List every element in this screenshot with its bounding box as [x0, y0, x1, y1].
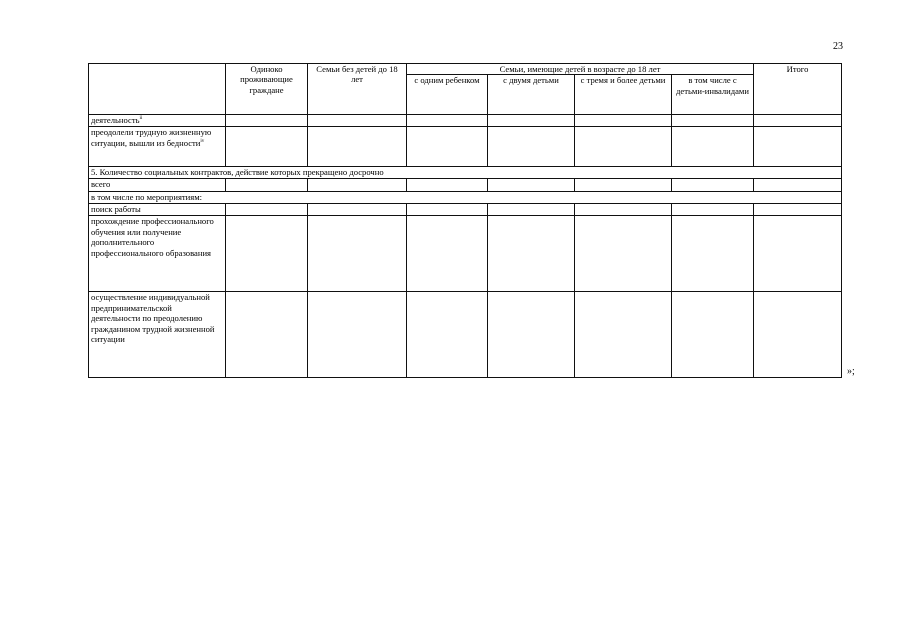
- data-cell: [226, 216, 308, 292]
- data-cell: [672, 204, 754, 216]
- data-cell: [754, 179, 842, 192]
- data-cell: [575, 204, 672, 216]
- data-cell: [407, 127, 488, 167]
- header-single-citizens: Одиноко проживающие граждане: [226, 64, 308, 115]
- data-cell: [407, 216, 488, 292]
- section-row: [89, 167, 842, 179]
- data-cell: [575, 127, 672, 167]
- data-cell: [754, 127, 842, 167]
- data-cell: [308, 127, 407, 167]
- data-cell: [488, 179, 575, 192]
- data-cell: [308, 292, 407, 378]
- header-one-child: с одним ребенком: [407, 75, 488, 115]
- table-row: [89, 292, 842, 378]
- data-cell: [488, 127, 575, 167]
- data-cell: [754, 115, 842, 127]
- data-cell: [672, 216, 754, 292]
- subheading-row: [89, 192, 842, 204]
- data-cell: [407, 179, 488, 192]
- data-cell: [672, 115, 754, 127]
- footnote-mark: iv: [200, 139, 205, 145]
- data-cell: [575, 115, 672, 127]
- data-cell: [488, 292, 575, 378]
- table-row: [89, 179, 842, 192]
- data-cell: [575, 292, 672, 378]
- table-row: [89, 216, 842, 292]
- data-cell: [488, 115, 575, 127]
- data-cell: [308, 204, 407, 216]
- data-cell: [308, 179, 407, 192]
- data-cell: [754, 292, 842, 378]
- data-cell: [672, 127, 754, 167]
- data-cell: [407, 115, 488, 127]
- data-cell: [226, 115, 308, 127]
- table-row: [89, 127, 842, 167]
- data-cell: [226, 292, 308, 378]
- data-cell: [226, 179, 308, 192]
- table-row: [89, 204, 842, 216]
- page-number: 23: [833, 41, 843, 52]
- data-cell: [575, 216, 672, 292]
- data-cell: [754, 216, 842, 292]
- row-label: поиск работы: [89, 204, 226, 216]
- header-disabled-children: в том числе с детьми-инвалидами: [672, 75, 754, 115]
- table-row: [89, 115, 842, 127]
- header-total: Итого: [754, 64, 842, 115]
- data-cell: [407, 292, 488, 378]
- data-cell: [226, 127, 308, 167]
- header-families-with-children: Семьи, имеющие детей в возрасте до 18 лет: [407, 64, 754, 75]
- header-row-1: [89, 64, 842, 75]
- data-cell: [308, 115, 407, 127]
- data-cell: [226, 204, 308, 216]
- row-label: преодолели трудную жизненную ситуации, вышли из бедности$^{iv}$: [89, 127, 226, 167]
- header-empty-corner: [89, 64, 226, 115]
- data-cell: [308, 216, 407, 292]
- header-two-children: с двумя детьми: [488, 75, 575, 115]
- data-cell: [672, 179, 754, 192]
- row-label: прохождение профессионального обучения или получение дополнительного профессионального образования: [89, 216, 226, 292]
- footnote-mark: ii: [139, 116, 143, 122]
- subheading-label: в том числе по мероприятиям:: [89, 192, 842, 204]
- data-cell: [575, 179, 672, 192]
- data-cell: [407, 204, 488, 216]
- report-table: [88, 63, 842, 378]
- row-label: осуществление индивидуальной предпринимательской деятельности по преодолению гражданином трудной жизненной ситуации: [89, 292, 226, 378]
- data-cell: [488, 204, 575, 216]
- data-cell: [754, 204, 842, 216]
- closing-quote-mark: »;: [847, 366, 855, 377]
- data-cell: [672, 292, 754, 378]
- header-families-no-children: Семьи без детей до 18 лет: [308, 64, 407, 115]
- section-heading: 5. Количество социальных контрактов, действие которых прекращено досрочно: [89, 167, 842, 179]
- header-three-plus-children: с тремя и более детьми: [575, 75, 672, 115]
- data-cell: [488, 216, 575, 292]
- row-label: деятельность$^{ii}$: [89, 115, 226, 127]
- row-label: всего: [89, 179, 226, 192]
